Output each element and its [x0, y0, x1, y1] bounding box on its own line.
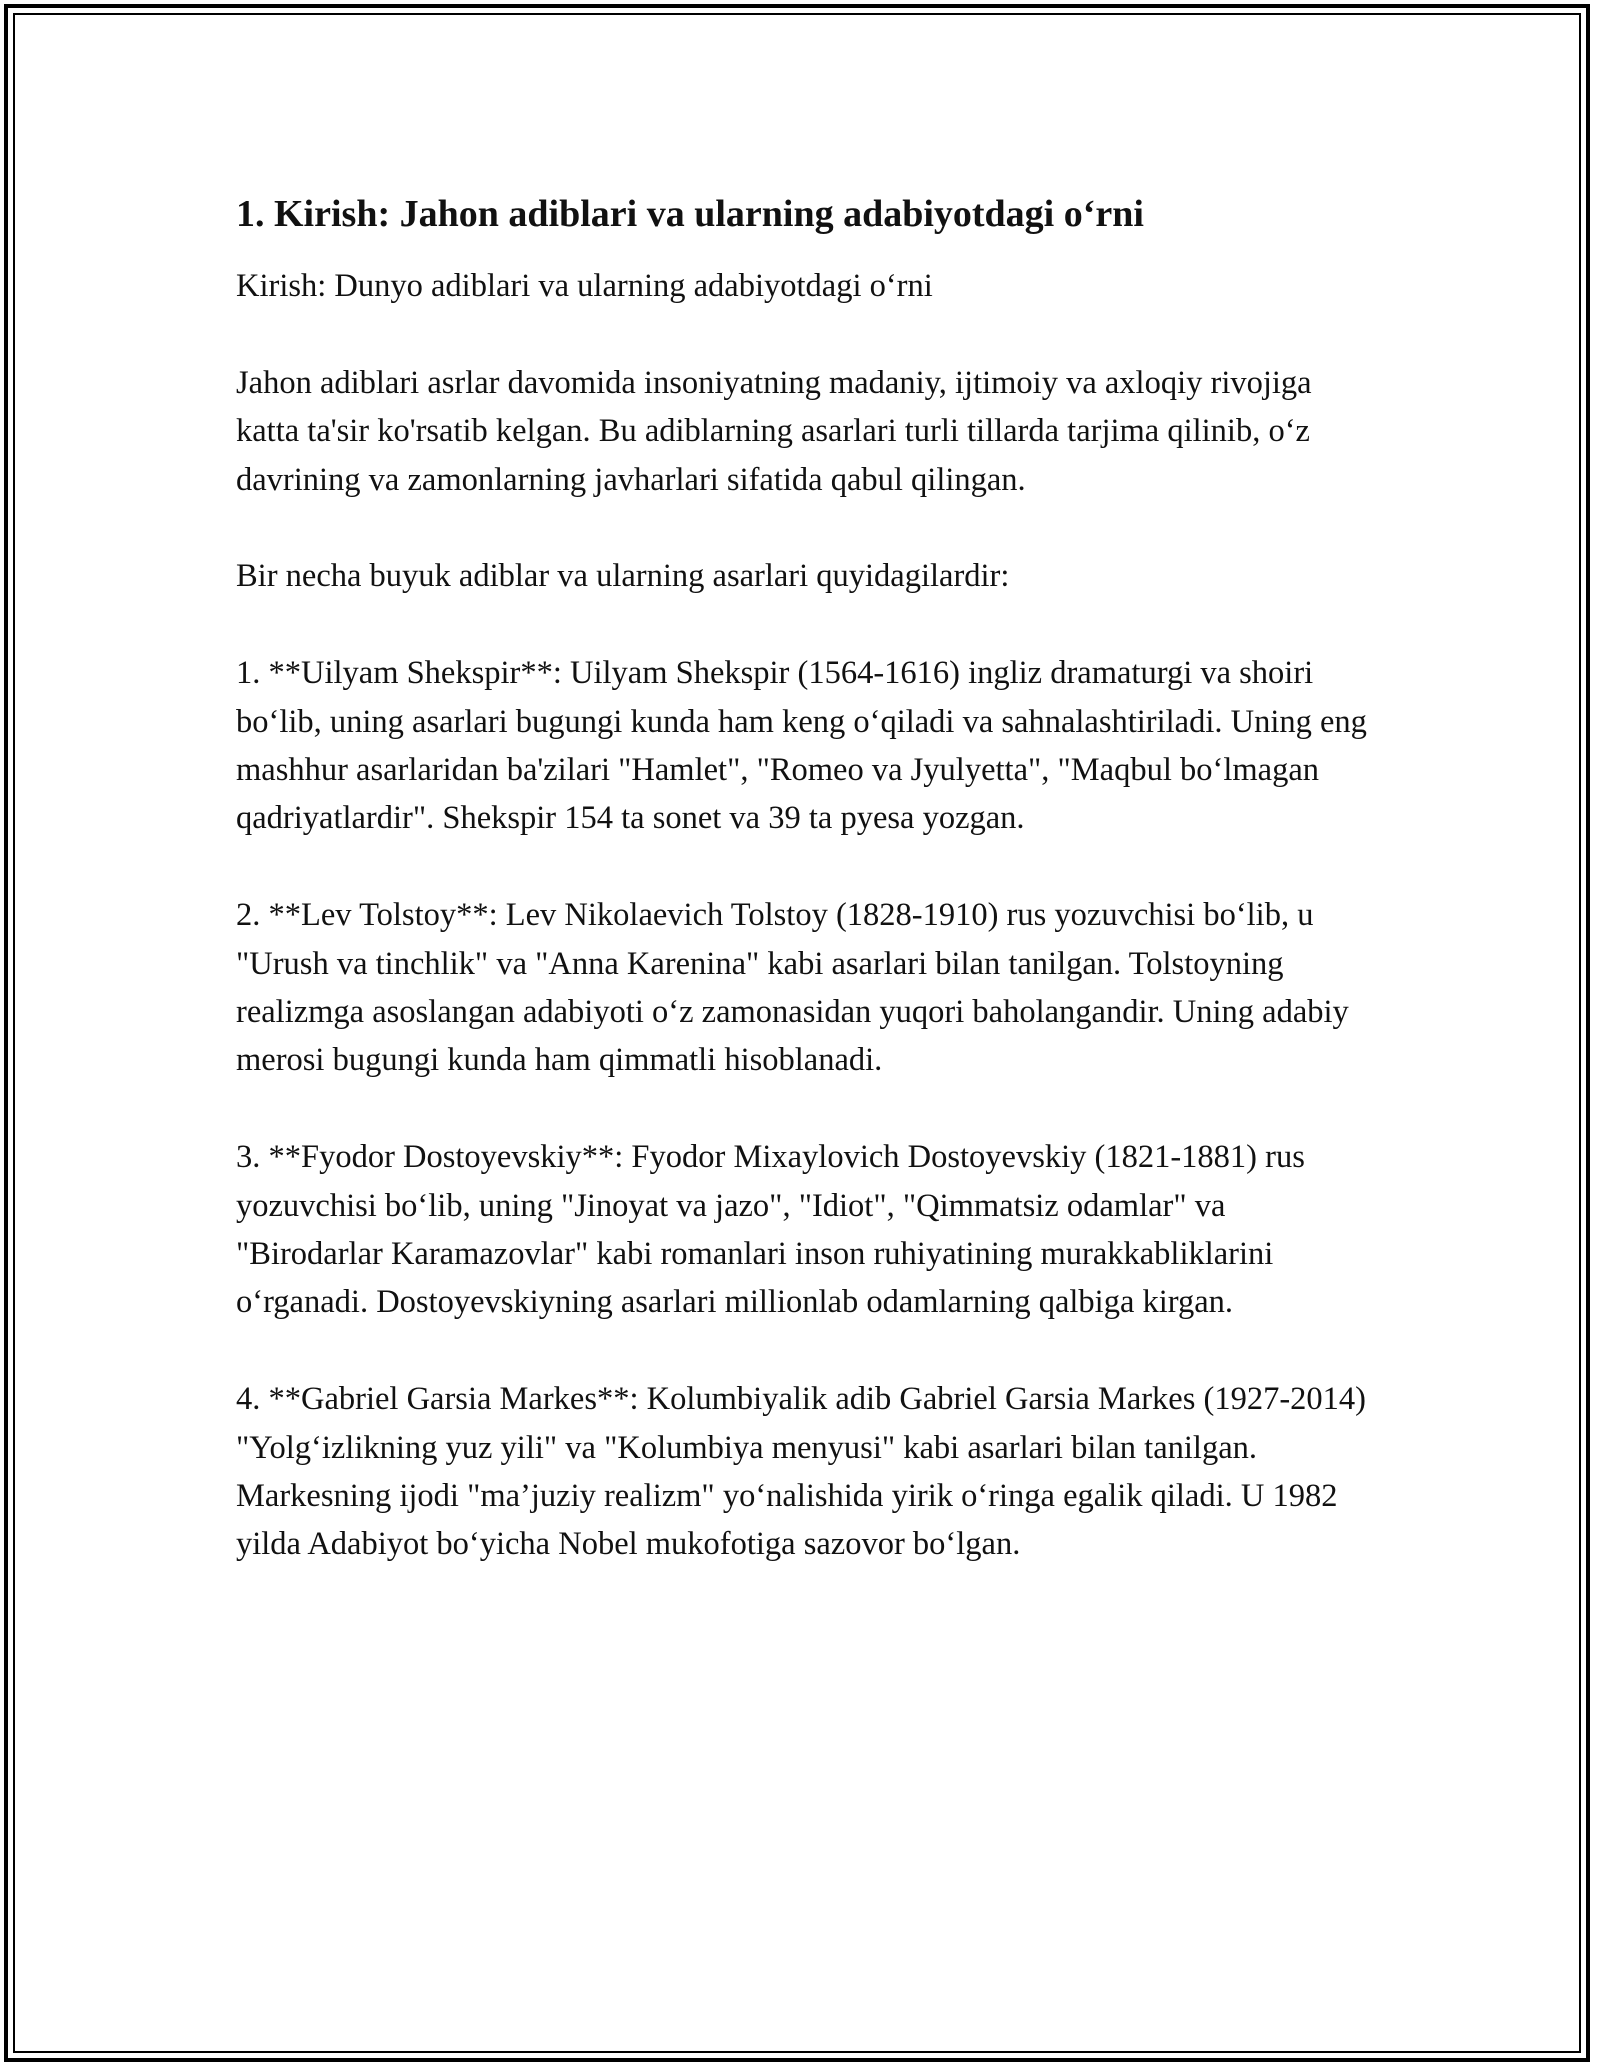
author-paragraph-marquez: 4. **Gabriel Garsia Markes**: Kolumbiyalik adib Gabriel Garsia Markes (1927-2014) "Yolg‘izlikning yuz yili" va "Kolumbiya menyusi" kabi asarlari bilan tanilgan. Markesning ijodi "ma’juziy realizm" yo‘nalishida yirik o‘ringa egalik qiladi. U 1982 yilda Adabiyot bo‘yicha Nobel mukofotiga sazovor bo‘lgan. — [236, 1381, 1366, 1563]
author-paragraph-dostoevsky: 3. **Fyodor Dostoyevskiy**: Fyodor Mixaylovich Dostoyevskiy (1821-1881) rus yozuvchisi bo‘lib, uning "Jinoyat va jazo", "Idiot", "Qimmatsiz odamlar" va "Birodarlar Karamazovlar" kabi romanlari inson ruhiyatining murakkabliklarini o‘rganadi. Dostoyevskiyning asarlari millionlab odamlarning qalbiga kirgan. — [236, 1139, 1305, 1321]
author-paragraph-shakespeare: 1. **Uilyam Shekspir**: Uilyam Shekspir (1564-1616) ingliz dramaturgi va shoiri bo‘lib, uning asarlari bugungi kunda ham keng o‘qiladi va sahnalashtiriladi. Uning eng mashhur asarlaridan ba'zilari "Hamlet", "Romeo va Jyulyetta", "Maqbul bo‘lmagan qadriyatlardir". Shekspir 154 ta sonet va 39 ta pyesa yozgan. — [236, 655, 1367, 837]
document-title: 1. Kirish: Jahon adiblari va ularning adabiyotdagi o‘rni — [236, 193, 1144, 235]
author-paragraph-tolstoy: 2. **Lev Tolstoy**: Lev Nikolaevich Tolstoy (1828-1910) rus yozuvchisi bo‘lib, u "Urush va tinchlik" va "Anna Karenina" kabi asarlari bilan tanilgan. Tolstoyning realizmga asoslangan adabiyoti o‘z zamonasidan yuqori baholangandir. Uning adabiy merosi bugungi kunda ham qimmatli hisoblanadi. — [236, 897, 1349, 1079]
document-body — [236, 186, 1376, 1569]
document-subtitle: Kirish: Dunyo adiblari va ularning adabiyotdagi o‘rni — [236, 268, 933, 304]
intro-paragraph: Jahon adiblari asrlar davomida insoniyatning madaniy, ijtimoiy va axloqiy rivojiga katta ta'sir ko'rsatib kelgan. Bu adiblarning asarlari turli tillarda tarjima qilinib, o‘z davrining va zamonlarning javharlari sifatida qabul qilingan. — [236, 364, 1312, 498]
list-intro-paragraph: Bir necha buyuk adiblar va ularning asarlari quyidagilardir: — [236, 558, 1010, 595]
